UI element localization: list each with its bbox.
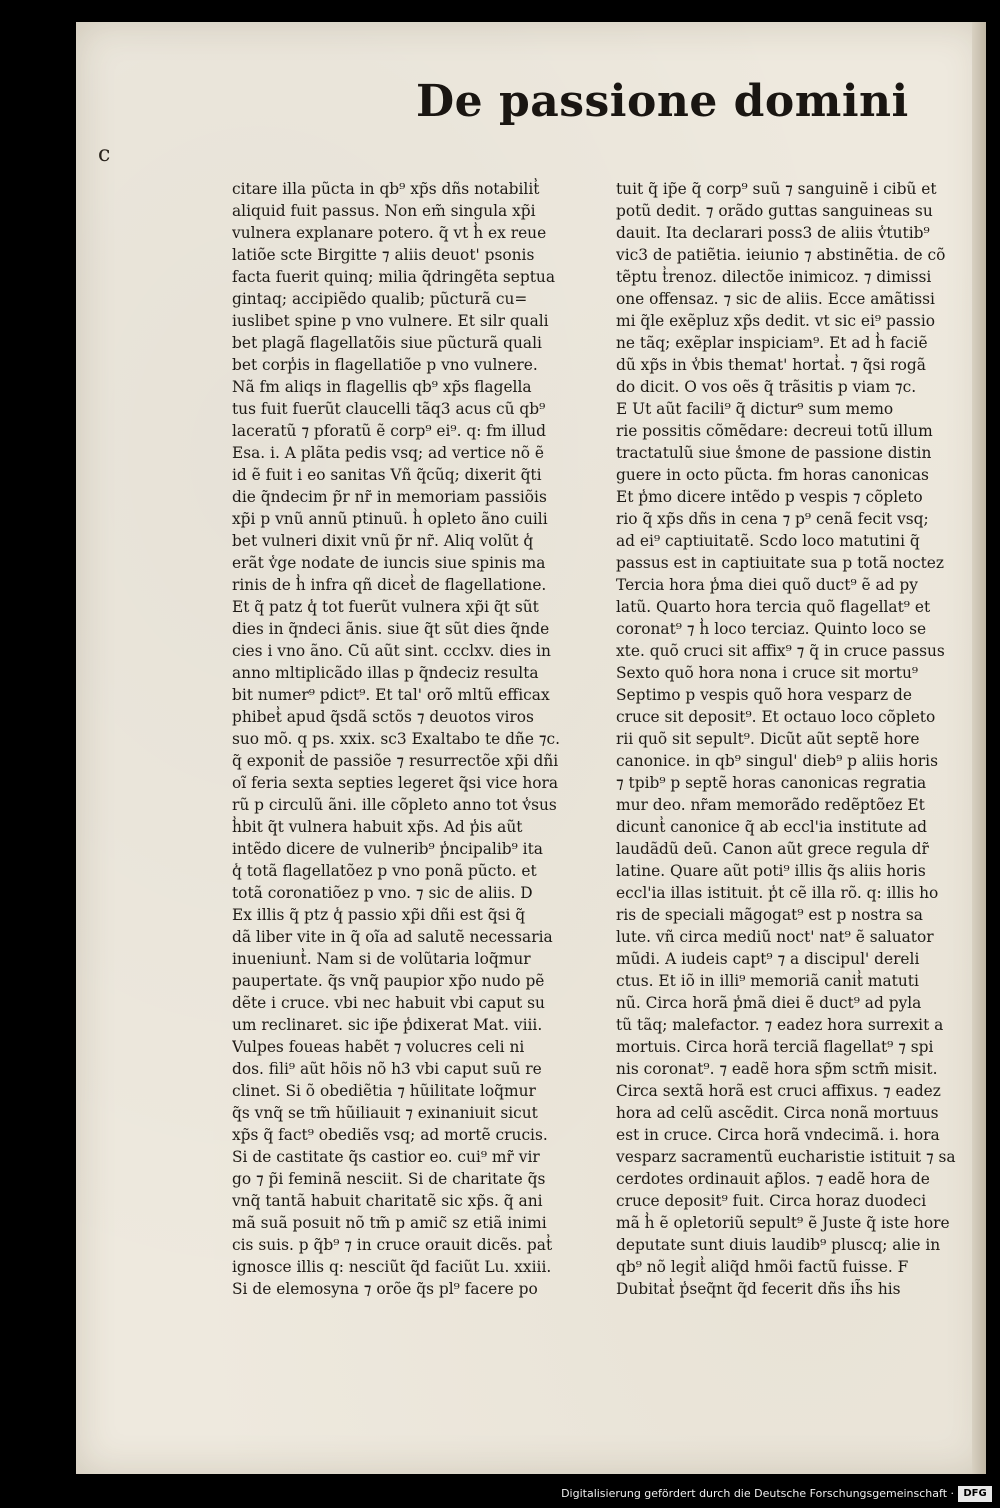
text-line: mã suã posuit nõ tm̃ p amic̃ sz etiã inimi (232, 1214, 547, 1232)
text-line: cis suis. p q̃b⁹ ⁊ in cruce orauit dicẽs. pat̾ (232, 1236, 553, 1254)
text-line: rio q̃ xp̃s dñs in cena ⁊ p⁹ cenã fecit vsq; (616, 510, 929, 528)
text-line: iuslibet spine p vno vulnere. Et silr quali (232, 312, 549, 330)
text-line: dauit. Ita declarari poss3 de aliis v̾tutib⁹ (616, 224, 930, 242)
text-line: Dubitat̾ p̾seq̃nt q̃d fecerit dñs ih̃s his (616, 1280, 901, 1298)
text-line: suo mõ. q ps. xxix. sc3 Exaltabo te dñe ⁊c. (232, 730, 561, 748)
right-text-column (616, 178, 958, 1300)
text-line: dẽte i cruce. vbi nec habuit vbi caput su (232, 994, 545, 1012)
text-line: cerdotes ordinauit ap̃los. ⁊ eadẽ hora de (616, 1170, 930, 1188)
text-line: inueniunt̾. Nam si de volũtaria loq̃mur (232, 950, 531, 968)
text-line: q̃s vnq̃ se tm̃ hũiliauit ⁊ exinaniuit sicut (232, 1104, 538, 1122)
text-line: bit numer⁹ pdict⁹. Et tal' orõ mltũ efficax (232, 686, 550, 704)
text-line: rie possitis cõmẽdare: decreui totũ illum (616, 422, 933, 440)
text-line: canonice. in qb⁹ singul' dieb⁹ p aliis horis (616, 752, 938, 770)
text-line: go ⁊ p̃i feminã nesciit. Si de charitate q̃s (232, 1170, 546, 1188)
text-line: est in cruce. Circa horã vndecimã. i. hora (616, 1126, 940, 1144)
text-line: q̾ totã flagellatõez p vno ponã pũcto. et (232, 862, 537, 880)
text-line: laceratũ ⁊ pforatũ ẽ corp⁹ ei⁹. q: fm illud (232, 422, 547, 440)
running-header: De passione domini (416, 76, 909, 127)
text-line: dos. fili⁹ aũt hõis nõ h3 vbi caput suũ re (232, 1060, 542, 1078)
text-line: die q̃ndecim p̃r nr̃ in memoriam passiõis (232, 488, 547, 506)
text-line: vesparz sacramentũ eucharistie istituit ⁊ sa (616, 1148, 956, 1166)
text-line: vulnera explanare potero. q̃ vt h̾ ex reue (232, 224, 547, 242)
margin-mark: c (98, 142, 111, 167)
text-line: tractatulũ siue s̾mone de passione distin (616, 444, 932, 462)
text-line: bet corp̾is in flagellatiõe p vno vulnere. (232, 356, 538, 374)
text-line: latiõe scte Birgitte ⁊ aliis deuot' psonis (232, 246, 535, 264)
text-line: mã h̾ ẽ opletoriũ sepult⁹ ẽ Juste q̃ iste hore (616, 1214, 950, 1232)
text-line: mortuis. Circa horã terciã flagellat⁹ ⁊ spi (616, 1038, 934, 1056)
text-line: guere in octo pũcta. fm horas canonicas (616, 466, 929, 484)
text-line: clinet. Si õ obediẽtia ⁊ hũilitate loq̃mur (232, 1082, 536, 1100)
text-line: erãt v̾ge nodate de iuncis siue spinis ma (232, 554, 546, 572)
text-line: laudãdũ deũ. Canon aũt grece regula dr̃ (616, 840, 929, 858)
text-line: tus fuit fuerũt claucelli tãq3 acus cũ qb⁹ (232, 400, 546, 418)
text-line: dicunt̾ canonice q̃ ab eccl'ia institute ad (616, 818, 928, 836)
text-line: cruce deposit⁹ fuit. Circa horaz duodeci (616, 1192, 927, 1210)
text-line: paupertate. q̃s vnq̃ paupior xp̃o nudo pẽ (232, 972, 545, 990)
text-line: mũdi. A iudeis capt⁹ ⁊ a discipul' dereli (616, 950, 920, 968)
page-edge (972, 22, 986, 1474)
text-line: ctus. Et iõ in illi⁹ memoriã canit̾ matuti (616, 972, 919, 990)
text-line: ⁊ tpib⁹ p septẽ horas canonicas regratia (616, 774, 927, 792)
text-line: Et p̾mo dicere intẽdo p vespis ⁊ cõpleto (616, 488, 923, 506)
text-line: eccl'ia illas istituit. p̾t cẽ illa rõ. q: illis ho (616, 884, 939, 902)
text-line: one offensaz. ⁊ sic de aliis. Ecce amãtissi (616, 290, 935, 308)
text-line: Nã fm aliqs in flagellis qb⁹ xp̃s flagella (232, 378, 532, 396)
text-line: nũ. Circa horã p̾mã diei ẽ duct⁹ ad pyla (616, 994, 922, 1012)
text-line: E Ut aũt facili⁹ q̃ dictur⁹ sum memo (616, 400, 894, 418)
text-line: intẽdo dicere de vulnerib⁹ p̾ncipalib⁹ ita (232, 840, 543, 858)
dfg-logo: DFG (958, 1486, 992, 1502)
text-line: um reclinaret. sic ip̃e p̾dixerat Mat. viii. (232, 1016, 543, 1034)
text-line: xp̃i p vnũ annũ ptinuũ. h̾ opleto ãno cuili (232, 510, 548, 528)
text-line: bet vulneri dixit vnũ p̃r nr̃. Aliq volũt q̾ (232, 532, 534, 550)
text-line: totã coronatiõez p vno. ⁊ sic de aliis. D (232, 884, 533, 902)
text-line: dies in q̃ndeci ãnis. siue q̃t sũt dies q̃nde (232, 620, 550, 638)
text-line: coronat⁹ ⁊ h̾ loco terciaz. Quinto loco se (616, 620, 927, 638)
text-line: mur deo. nr̃am memorãdo redẽptõez Et (616, 796, 925, 814)
text-line: rũ p circulũ ãni. ille cõpleto anno tot v̾sus (232, 796, 557, 814)
text-line: phibet̾ apud q̃sdã sctõs ⁊ deuotos viros (232, 708, 534, 726)
text-line: Esa. i. A plãta pedis vsq; ad vertice nõ ẽ (232, 444, 545, 462)
text-line: lute. vñ circa mediũ noct' nat⁹ ẽ saluator (616, 928, 934, 946)
text-line: xp̃s q̃ fact⁹ obediẽs vsq; ad mortẽ crucis. (232, 1126, 548, 1144)
text-line: Septimo p vespis quõ hora vesparz de (616, 686, 912, 704)
text-line: Vulpes foueas habẽt ⁊ volucres celi ni (232, 1038, 525, 1056)
text-line: h̾bit q̃t vulnera habuit xp̃s. Ad p̾is aũt (232, 818, 523, 836)
text-line: tuit q̃ ip̃e q̃ corp⁹ suũ ⁊ sanguinẽ i cibũ et (616, 180, 937, 198)
book-page (76, 22, 986, 1474)
text-line: do dicit. O vos oẽs q̃ trãsitis p viam ⁊c. (616, 378, 917, 396)
funding-credit: Digitalisierung gefördert durch die Deutsche Forschungsgemeinschaft · (561, 1487, 954, 1500)
text-line: dũ xp̃s in v̾bis themat' hortat̾. ⁊ q̃si rogã (616, 356, 926, 374)
text-line: cies i vno ãno. Cũ aũt sint. ccclxv. dies in (232, 642, 551, 660)
text-line: qb⁹ nõ legit̾ aliq̃d hmõi factũ fuisse. F (616, 1258, 909, 1276)
text-line: Circa sextã horã est cruci affixus. ⁊ eadez (616, 1082, 941, 1100)
text-line: latine. Quare aũt poti⁹ illis q̃s aliis horis (616, 862, 926, 880)
text-line: deputate sunt diuis laudib⁹ pluscq; alie in (616, 1236, 941, 1254)
text-line: ne tãq; exẽplar inspiciam⁹. Et ad h̾ faciẽ (616, 334, 928, 352)
text-line: citare illa pũcta in qb⁹ xp̃s dñs notabilit̾ (232, 180, 540, 198)
text-line: tẽptu t̾renoz. dilectõe inimicoz. ⁊ dimissi (616, 268, 932, 286)
text-line: gintaq; accipiẽdo qualib; pũcturã cu= (232, 290, 528, 308)
text-line: dã liber vite in q̃ oĩa ad salutẽ necessaria (232, 928, 553, 946)
text-line: vic3 de patiẽtia. ieiunio ⁊ abstinẽtia. de cõ (616, 246, 946, 264)
text-line: anno mltiplicãdo illas p q̃ndeciz resulta (232, 664, 539, 682)
text-line: cruce sit deposit⁹. Et octauo loco cõpleto (616, 708, 936, 726)
text-line: Sexto quõ hora nona i cruce sit mortu⁹ (616, 664, 919, 682)
text-line: nis coronat⁹. ⁊ eadẽ hora sp̃m sctm̃ misit. (616, 1060, 938, 1078)
text-line: ignosce illis q: nesciũt q̃d faciũt Lu. xxiii. (232, 1258, 552, 1276)
text-line: Et q̃ patz q̾ tot fuerũt vulnera xp̃i q̃t sũt (232, 598, 539, 616)
text-line: Ex illis q̃ ptz q̾ passio xp̃i dñi est q̃si q̃ (232, 906, 526, 924)
text-line: latũ. Quarto hora tercia quõ flagellat⁹ et (616, 598, 931, 616)
text-line: hora ad celũ ascẽdit. Circa nonã mortuus (616, 1104, 939, 1122)
text-line: id ẽ fuit i eo sanitas Vñ q̃cũq; dixerit q̃ti (232, 466, 542, 484)
text-line: rii quõ sit sepult⁹. Dicũt aũt septẽ hore (616, 730, 920, 748)
text-line: rinis de h̾ infra qñ dicet̾ de flagellatione. (232, 576, 547, 594)
text-line: bet plagã flagellatõis siue pũcturã quali (232, 334, 542, 352)
text-line: vnq̃ tantã habuit charitatẽ sic xp̃s. q̃ ani (232, 1192, 543, 1210)
text-line: Si de castitate q̃s castior eo. cui⁹ mr̃ vir (232, 1148, 540, 1166)
footer-bar (0, 1474, 1000, 1508)
text-line: facta fuerit quinq; milia q̃dringẽta septua (232, 268, 556, 286)
text-line: ad ei⁹ captiuitatẽ. Scdo loco matutini q̃ (616, 532, 920, 550)
text-line: passus est in captiuitate sua p totã noctez (616, 554, 944, 572)
text-line: ris de speciali mãgogat⁹ est p nostra sa (616, 906, 923, 924)
text-line: aliquid fuit passus. Non em̃ singula xp̃i (232, 202, 536, 220)
text-line: Tercia hora p̾ma diei quõ duct⁹ ẽ ad py (616, 576, 918, 594)
text-line: oĩ feria sexta septies legeret q̃si vice hora (232, 774, 559, 792)
text-line: Si de elemosyna ⁊ orõe q̃s pl⁹ facere po (232, 1280, 538, 1298)
text-line: potũ dedit. ⁊ orãdo guttas sanguineas su (616, 202, 933, 220)
text-line: mi q̃le exẽpluz xp̃s dedit. vt sic ei⁹ passio (616, 312, 936, 330)
text-line: tũ tãq; malefactor. ⁊ eadez hora surrexit a (616, 1016, 944, 1034)
left-text-column (232, 178, 584, 1300)
text-line: xte. quõ cruci sit affix⁹ ⁊ q̃ in cruce passus (616, 642, 945, 660)
text-line: q̃ exponit̾ de passiõe ⁊ resurrectõe xp̃i dñi (232, 752, 559, 770)
